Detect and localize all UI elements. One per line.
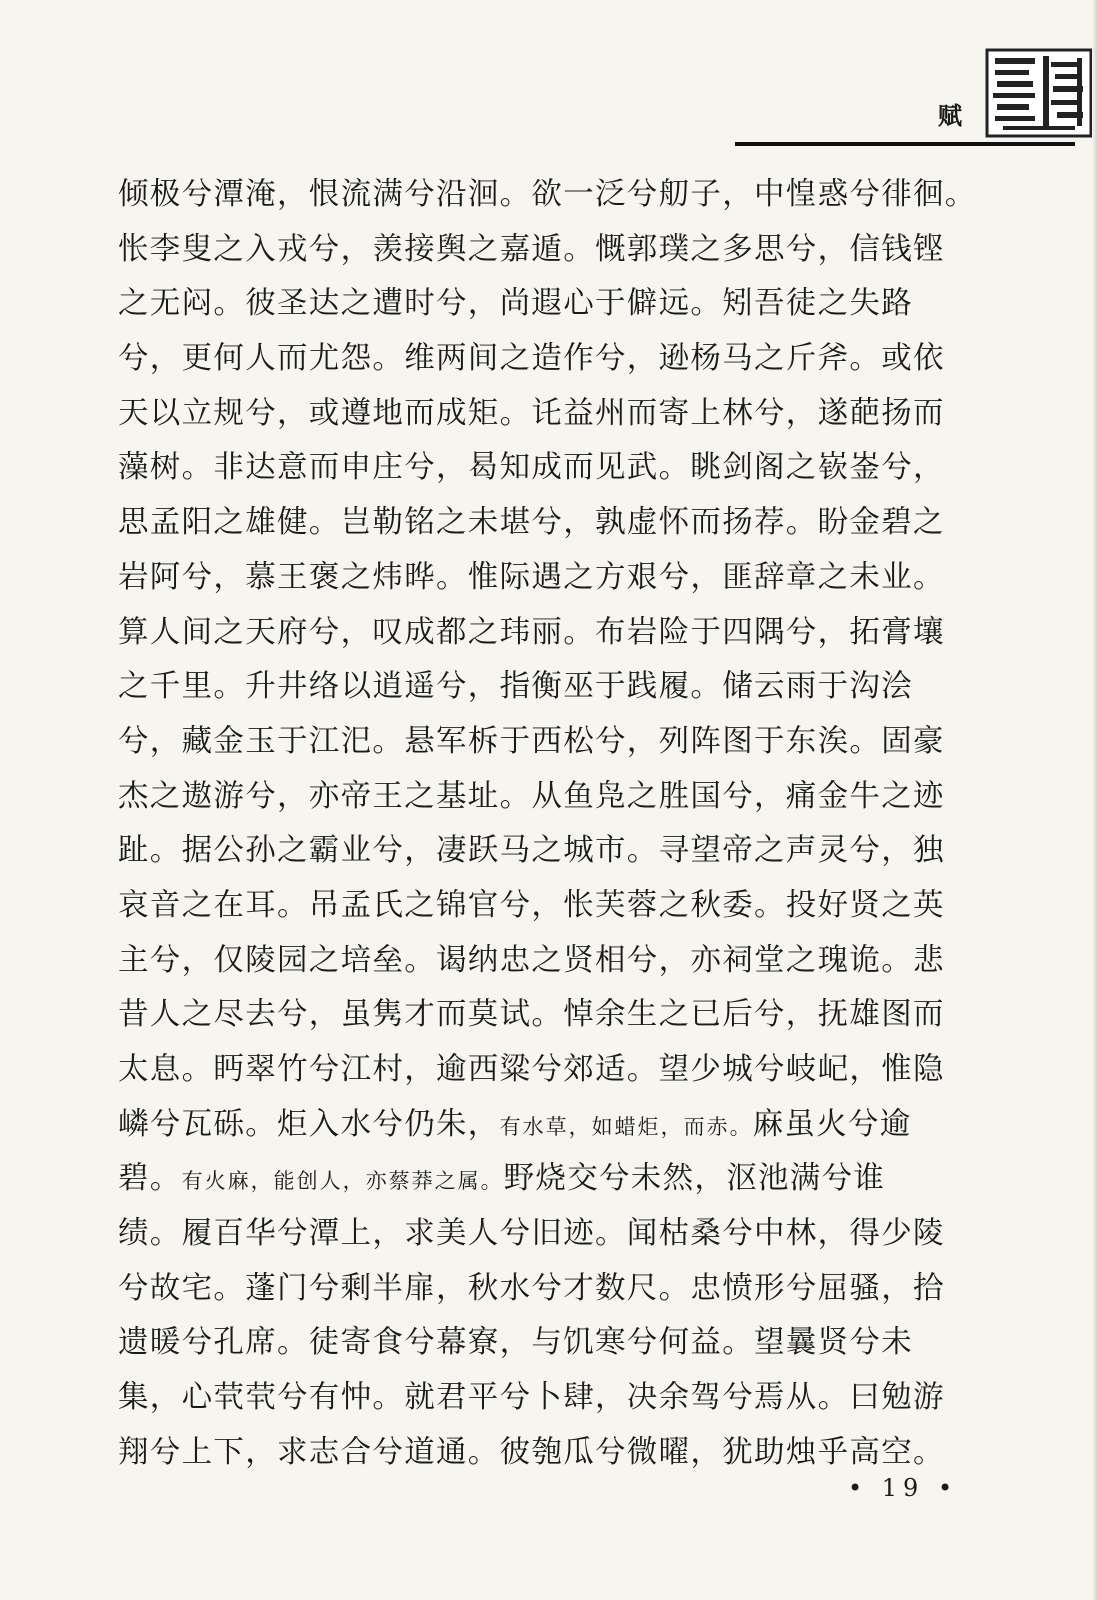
text-line [118,715,968,770]
text-line [118,1207,968,1262]
text-segment: 兮，更何人而尤怨。维两间之造作兮，逊杨马之斤斧。或依 [118,341,945,377]
text-line [118,988,968,1043]
text-segment: 主兮，仅陵园之培垒。谒纳忠之贤相兮，亦祠堂之瑰诡。悲 [118,942,945,978]
annotation-note: 有水草，如蜡炬，而赤。 [499,1114,753,1139]
text-line [118,1371,968,1426]
text-line [118,1098,968,1153]
text-line [118,223,968,278]
text-segment: 藻树。非达意而申庄兮，曷知成而见武。眺剑阁之嵚崟兮， [118,450,945,486]
text-segment: 遗暖兮孔席。徒寄食兮幕寮，与饥寒兮何益。望曩贤兮未 [118,1325,913,1361]
text-segment: 岩阿兮，慕王褒之炜晔。惟际遇之方艰兮，匪辞章之未业。 [118,559,945,595]
text-segment: 野烧交兮未然，沤池满兮谁 [503,1161,886,1197]
text-line [118,387,968,442]
scan-edge [1092,0,1097,1600]
text-line [118,1043,968,1098]
text-segment: 麻虽火兮逾 [752,1106,912,1142]
text-line [118,606,968,661]
text-line [118,1262,968,1317]
seal-stamp-icon [985,48,1093,138]
text-segment: 思孟阳之雄健。岂勒铭之未堪兮，孰虚怀而扬荐。盼金碧之 [118,505,945,541]
text-segment: 集，心茕茕兮有忡。就君平兮卜肆，决余驾兮焉从。曰勉游 [118,1380,945,1416]
text-segment: 碧。 [118,1161,182,1197]
text-segment: 兮，藏金玉于江汜。悬军柝于西松兮，列阵图于东涘。固豪 [118,723,945,759]
text-line [118,332,968,387]
header-rule [735,142,1075,146]
text-segment: 趾。据公孙之霸业兮，凄跃马之城市。寻望帝之声灵兮，独 [118,833,945,869]
text-segment: 倾极兮潭淹，恨流满兮沿洄。欲一泛兮舠子，中惶惑兮徘徊。 [118,177,977,212]
text-line [118,496,968,551]
text-segment: 太息。眄翠竹兮江村，逾西粱兮郊适。望少城兮岐屺，惟隐 [118,1052,945,1087]
text-segment: 昔人之尽去兮，虽隽才而莫试。悼余生之已后兮，抚雄图而 [118,997,945,1033]
text-line [118,879,968,934]
body-text [118,168,977,1481]
running-header: 赋 [938,102,964,130]
text-line [118,277,968,332]
text-line [118,1426,968,1481]
text-segment: 算人间之天府兮，叹成都之玮丽。布岩险于四隅兮，拓膏壤 [118,614,945,650]
text-segment: 绩。履百华兮潭上，求美人兮旧迹。闻枯桑兮中林，得少陵 [118,1216,945,1252]
text-segment: 兮故宅。蓬门兮剩半扉，秋水兮才数尺。忠愤形兮屈骚，拾 [118,1270,945,1306]
page-number: • 19 • [848,1474,959,1502]
text-line [118,1152,968,1207]
text-line [118,770,968,825]
text-line [118,1316,968,1371]
text-line [118,934,968,989]
text-line [118,441,968,496]
text-line [118,660,968,715]
text-segment: 杰之遨游兮，亦帝王之基址。从鱼凫之胜国兮，痛金牛之迹 [118,778,945,814]
text-segment: 之无闷。彼圣达之遭时兮，尚遐心于僻远。矧吾徒之失路 [118,286,913,322]
text-line [118,824,968,879]
text-segment: 嶙兮瓦砾。炬入水兮仍朱， [118,1106,500,1142]
text-line [118,551,968,606]
annotation-note: 有火麻，能创人，亦蔡莽之属。 [181,1169,504,1194]
text-segment: 哀音之在耳。吊孟氏之锦官兮，怅芙蓉之秋委。投好贤之英 [118,887,945,923]
text-segment: 翔兮上下，求志合兮道通。彼匏瓜兮微曜，犹助烛乎高空。 [118,1434,945,1470]
text-segment: 怅李叟之入戎兮，羡接舆之嘉遁。慨郭璞之多思兮，信钱铿 [118,231,945,267]
text-segment: 之千里。升井络以逍遥兮，指衡巫于践履。储云雨于沟浍 [118,669,913,705]
text-line [118,168,977,223]
text-segment: 天以立规兮，或遵地而成矩。讬益州而寄上林兮，遂葩扬而 [118,395,945,431]
